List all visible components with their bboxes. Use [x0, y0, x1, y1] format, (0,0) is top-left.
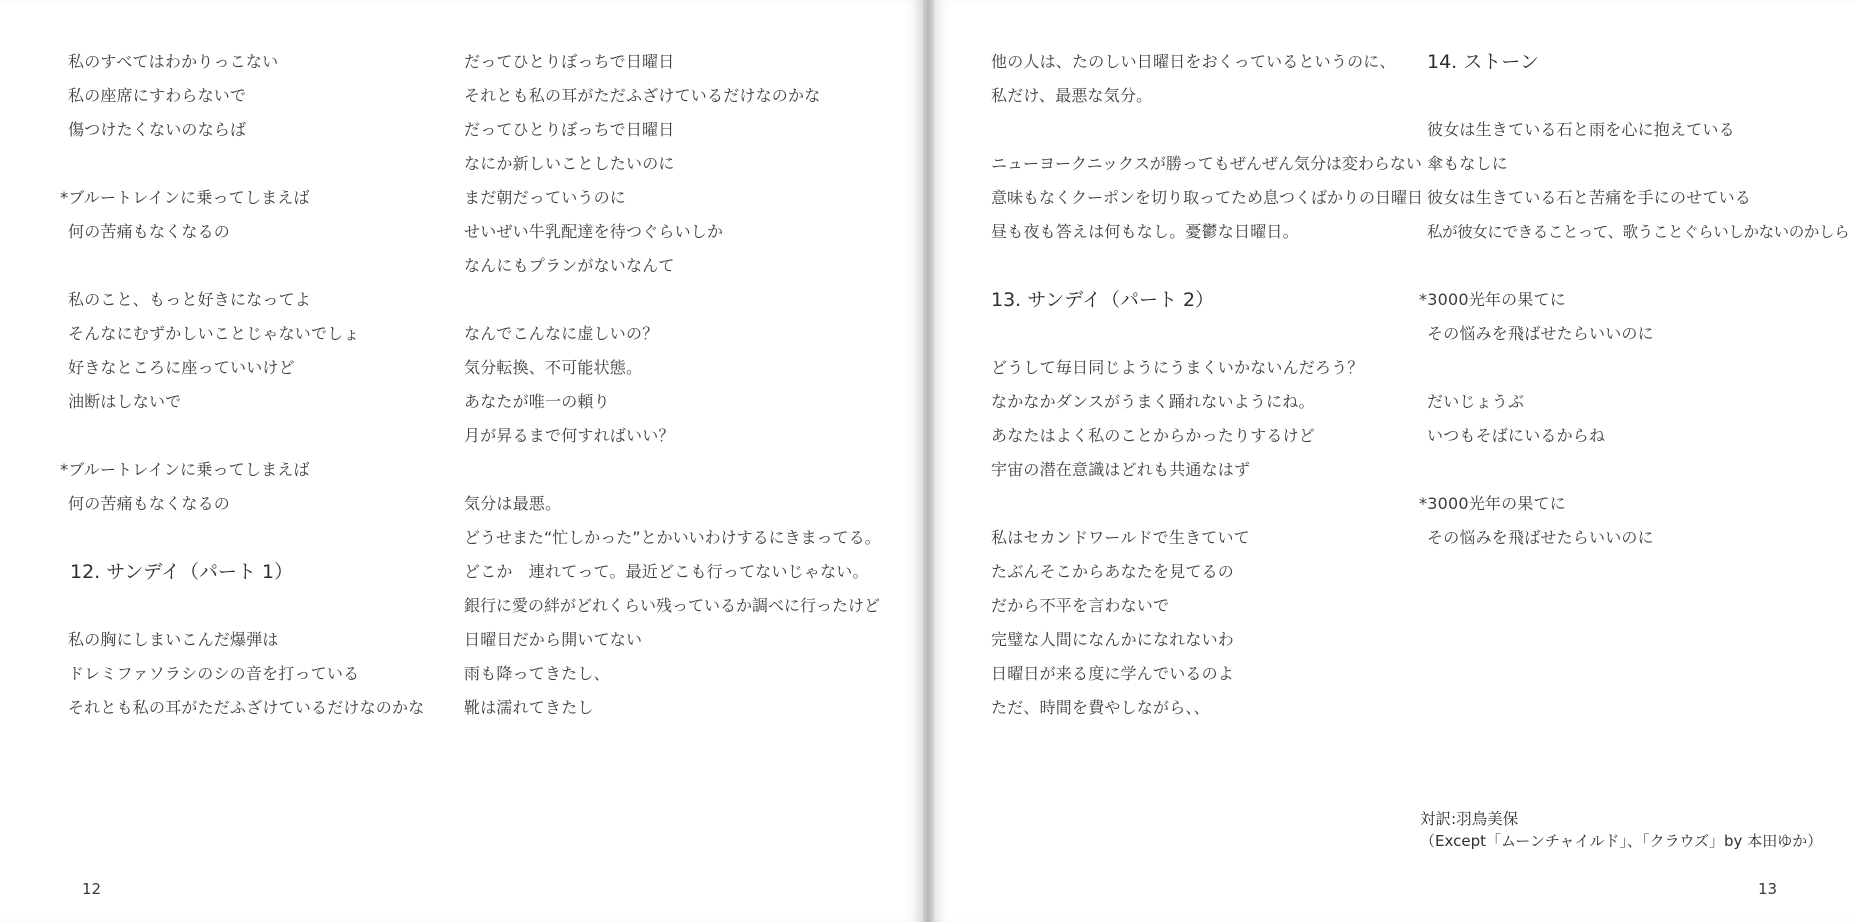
song-heading: 14. ストーン	[1427, 51, 1539, 73]
lyric-line: 何の苦痛もなくなるの	[68, 494, 231, 513]
right-page	[934, 0, 1856, 922]
lyric-line: なんでこんなに虚しいの？	[464, 324, 659, 343]
lyric-line: 油断はしないで	[68, 392, 182, 411]
lyric-line: *ブルートレインに乗ってしまえば	[60, 460, 310, 479]
lyric-line: 私はセカンドワールドで生きていて	[991, 528, 1250, 547]
lyric-line: たぶんそこからあなたを見てるの	[991, 562, 1235, 581]
lyric-line: あなたが唯一の頼り	[464, 392, 610, 411]
lyric-line: なにか新しいことしたいのに	[464, 154, 675, 173]
lyric-line: 私だけ、最悪な気分。	[991, 86, 1153, 105]
lyric-line: だから不平を言わないで	[991, 596, 1170, 615]
lyric-line: どうせまた“忙しかった”とかいいわけするにきまってる。	[464, 528, 881, 547]
lyric-line: その悩みを飛ばせたらいいのに	[1427, 324, 1654, 343]
lyric-line: 私の胸にしまいこんだ爆弾は	[68, 630, 279, 649]
lyric-line: どこか 連れてって。最近どこも行ってないじゃない。	[464, 562, 869, 581]
lyric-line: 完璧な人間になんかになれないわ	[991, 630, 1235, 649]
lyric-line: 気分は最悪。	[464, 494, 562, 513]
lyric-line: 昼も夜も答えは何もなし。憂鬱な日曜日。	[991, 222, 1299, 241]
song-heading: 13. サンデイ（パート 2）	[991, 289, 1215, 311]
lyric-line: だってひとりぼっちで日曜日	[464, 120, 675, 139]
lyric-line: だってひとりぼっちで日曜日	[464, 52, 675, 71]
lyric-line: いつもそばにいるからね	[1427, 426, 1606, 445]
lyric-line: 雨も降ってきたし、	[464, 664, 610, 683]
book-gutter	[923, 0, 934, 922]
translation-credit: 対訳:羽鳥美保	[1420, 810, 1519, 828]
left-page	[0, 0, 923, 922]
lyric-line: *3000光年の果てに	[1419, 494, 1566, 513]
lyric-line: 日曜日だから開いてない	[464, 630, 643, 649]
lyric-line: 彼女は生きている石と雨を心に抱えている	[1427, 120, 1735, 139]
lyric-line: 傷つけたくないのならば	[68, 120, 247, 139]
translation-credit-exception: （Except「ムーンチャイルド」、「クラウズ」by 本田ゆか）	[1420, 832, 1823, 850]
lyric-line: ニューヨークニックスが勝ってもぜんぜん気分は変わらない	[991, 154, 1422, 173]
lyric-line: なんにもプランがないなんて	[464, 256, 675, 275]
lyric-line: 宇宙の潜在意識はどれも共通なはず	[991, 460, 1251, 479]
lyric-line: 何の苦痛もなくなるの	[68, 222, 231, 241]
lyric-line: 他の人は、たのしい日曜日をおくっているというのに、	[991, 52, 1396, 71]
lyric-line: 彼女は生きている石と苦痛を手にのせている	[1427, 188, 1752, 207]
lyric-line: 私が彼女にできることって、歌うことぐらいしかないのかしら	[1427, 223, 1850, 241]
lyric-line: だいじょうぶ	[1427, 392, 1525, 411]
lyric-line: 月が昇るまで何すればいい？	[464, 426, 675, 445]
lyric-line: ドレミファソラシのシの音を打っている	[68, 664, 360, 683]
song-heading: 12. サンデイ（パート 1）	[70, 561, 294, 583]
lyric-line: 私のこと、もっと好きになってよ	[68, 290, 312, 309]
lyric-line: あなたはよく私のことからかったりするけど	[991, 426, 1316, 445]
lyric-line: なかなかダンスがうまく踊れないようにね。	[991, 392, 1315, 411]
lyric-line: どうして毎日同じようにうまくいかないんだろう？	[991, 358, 1364, 377]
page-number: 12	[82, 880, 102, 898]
lyric-line: *ブルートレインに乗ってしまえば	[60, 188, 310, 207]
lyric-line: せいぜい牛乳配達を待つぐらいしか	[464, 222, 724, 241]
lyric-line: *3000光年の果てに	[1419, 290, 1566, 309]
lyric-line: まだ朝だっていうのに	[464, 188, 627, 207]
lyric-line: それとも私の耳がただふざけているだけなのかな	[68, 698, 425, 717]
lyric-line: 傘もなしに	[1427, 154, 1509, 173]
lyric-line: 靴は濡れてきたし	[464, 698, 594, 717]
lyric-line: その悩みを飛ばせたらいいのに	[1427, 528, 1654, 547]
page-number: 13	[1758, 880, 1778, 898]
lyric-line: ただ、時間を費やしながら、、	[991, 698, 1210, 717]
lyric-line: 銀行に愛の絆がどれくらい残っているか調べに行ったけど	[464, 596, 881, 615]
lyric-line: 私のすべてはわかりっこない	[68, 52, 279, 71]
lyric-line: それとも私の耳がただふざけているだけなのかな	[464, 86, 821, 105]
lyric-line: 気分転換、不可能状態。	[464, 358, 643, 377]
lyric-line: 好きなところに座っていいけど	[68, 358, 295, 377]
lyric-line: 日曜日が来る度に学んでいるのよ	[991, 664, 1235, 683]
lyric-line: 意味もなくクーポンを切り取ってため息つくばかりの日曜日	[991, 188, 1424, 207]
lyric-line: そんなにむずかしいことじゃないでしょ	[68, 324, 360, 343]
lyric-line: 私の座席にすわらないで	[68, 86, 247, 105]
